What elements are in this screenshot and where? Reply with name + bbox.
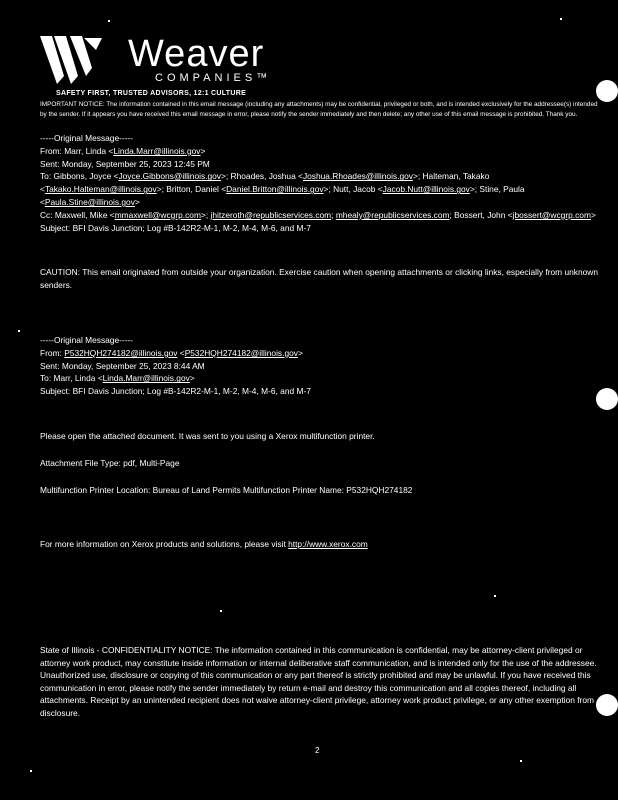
recipient-text: >; Halteman, Takako < — [40, 171, 490, 195]
body-line-1: Please open the attached document. It was sent to you using a Xerox multifunction printer. — [40, 431, 375, 441]
scan-speck — [108, 20, 110, 22]
from-email-link[interactable]: P532HQH274182@illinois.gov — [64, 347, 178, 358]
email1-cc — [40, 209, 600, 222]
page-number: 2 — [315, 746, 320, 755]
email-address-link[interactable]: Daniel.Britton@illinois.gov — [226, 184, 324, 195]
recipient-text: > — [590, 209, 596, 220]
scan-speck — [520, 760, 522, 762]
email1-subject: Subject: BFI Davis Junction; Log #B-142R2-M-1, M-2, M-4, M-6, and M-7 — [40, 222, 311, 233]
email2-subject: Subject: BFI Davis Junction; Log #B-142R2-M-1, M-2, M-4, M-6, and M-7 — [40, 386, 311, 397]
email1-to — [40, 170, 600, 208]
recipient-text: > — [134, 196, 140, 207]
email-address-link[interactable]: jbossert@wcgrp.com — [512, 209, 591, 220]
from-email-link-2[interactable]: P532HQH274182@illinois.gov — [184, 347, 298, 358]
logo-subtitle: COMPANIES™ — [155, 72, 272, 84]
body-line-3: Multifunction Printer Location: Bureau of Land Permits Multifunction Printer Name: P532HQH274182 — [40, 485, 413, 495]
to-end: > — [189, 373, 195, 384]
to-email-link[interactable]: Linda.Marr@illinois.gov — [102, 373, 190, 384]
email2-sent: Sent: Monday, September 25, 2023 8:44 AM — [40, 360, 205, 371]
xerox-link[interactable]: http://www.xerox.com — [288, 539, 368, 549]
xerox-info-text: For more information on Xerox products and solutions, please visit — [40, 539, 289, 549]
from-end: > — [297, 347, 303, 358]
recipient-text: ; Bossert, John < — [449, 209, 513, 220]
scan-speck — [494, 595, 496, 597]
punch-hole — [596, 694, 618, 716]
recipient-text: >; Rhoades, Joshua < — [221, 171, 303, 182]
weaver-logo-mark — [40, 36, 104, 84]
email1-header — [40, 132, 600, 234]
recipient-text: >; — [200, 209, 211, 220]
recipient-text: To: Gibbons, Joyce < — [40, 171, 119, 182]
email-address-link[interactable]: mmaxwell@wcgrp.com — [114, 209, 201, 220]
email2-from — [40, 347, 600, 360]
scan-speck — [220, 610, 222, 612]
from-end: > — [200, 145, 206, 156]
email2-header — [40, 334, 600, 398]
tagline: SAFETY FIRST, TRUSTED ADVISORS, 12:1 CULTURE — [56, 90, 247, 97]
recipient-text: ; — [331, 209, 336, 220]
email-address-link[interactable]: Joshua.Rhoades@illinois.gov — [302, 171, 413, 182]
email-address-link[interactable]: mhealy@republicservices.com — [335, 209, 450, 220]
body-line-2: Attachment File Type: pdf, Multi-Page — [40, 458, 180, 468]
email-address-link[interactable]: jhitzeroth@republicservices.com — [210, 209, 332, 220]
from-label: From: Marr, Linda < — [40, 145, 114, 156]
from-email-link[interactable]: Linda.Marr@illinois.gov — [113, 145, 201, 156]
recipient-text: >; Nutt, Jacob < — [323, 184, 383, 195]
scan-speck — [560, 18, 562, 20]
email-address-link[interactable]: Paula.Stine@illinois.gov — [44, 196, 135, 207]
email-address-link[interactable]: Takako.Halteman@illinois.gov — [44, 184, 157, 195]
email1-divider: -----Original Message----- — [40, 133, 134, 143]
email1-sent: Sent: Monday, September 25, 2023 12:45 PM — [40, 158, 210, 169]
recipient-text: >; Britton, Daniel < — [156, 184, 227, 195]
punch-hole — [596, 388, 618, 410]
email1-from — [40, 145, 600, 158]
punch-hole — [596, 80, 618, 102]
email2-to — [40, 372, 600, 385]
email-address-link[interactable]: Jacob.Nutt@illinois.gov — [382, 184, 470, 195]
recipient-text: >; Stine, Paula < — [40, 184, 525, 207]
from-mid: < — [177, 347, 185, 358]
recipient-text: Cc: Maxwell, Mike < — [40, 209, 115, 220]
from-label: From: — [40, 347, 65, 358]
important-notice: IMPORTANT NOTICE: The information contained in this email message (including any attachments) may be confidential, privileged or both, and is intended exclusively for the addressee(s) intended by the sender. If it appears you have received this email message in error, please notify the sender immediately and then delete; any other use of this email message is prohibited. Thank you. — [40, 101, 598, 118]
scan-speck — [18, 330, 20, 332]
scan-speck — [30, 770, 32, 772]
logo-name: Weaver — [128, 33, 265, 75]
caution-notice: CAUTION: This email originated from outside your organization. Exercise caution when opening attachments or clicking links, especially from unknown senders. — [40, 267, 598, 290]
email-address-link[interactable]: Joyce.Gibbons@illinois.gov — [118, 171, 221, 182]
body-line-4 — [40, 538, 600, 551]
to-label: To: Marr, Linda < — [40, 373, 103, 384]
confidentiality-notice: State of Illinois - CONFIDENTIALITY NOTICE: The information contained in this communication is confidential, may be attorney-client privileged or attorney work product, may constitute inside information or internal deliberative staff communication, and is intended only for the use of the addressee. Unauthorized use, disclosure or copying of this communication or any part thereof is strictly prohibited and may be unlawful. If you have received this communication in error, please notify the sender immediately by return e-mail and destroy this communication and all copies thereof, including all attachments. Receipt by an unintended recipient does not waive attorney-client privilege, attorney work product privilege, or any other exemption from disclosure. — [40, 645, 597, 718]
email2-divider: -----Original Message----- — [40, 335, 134, 345]
